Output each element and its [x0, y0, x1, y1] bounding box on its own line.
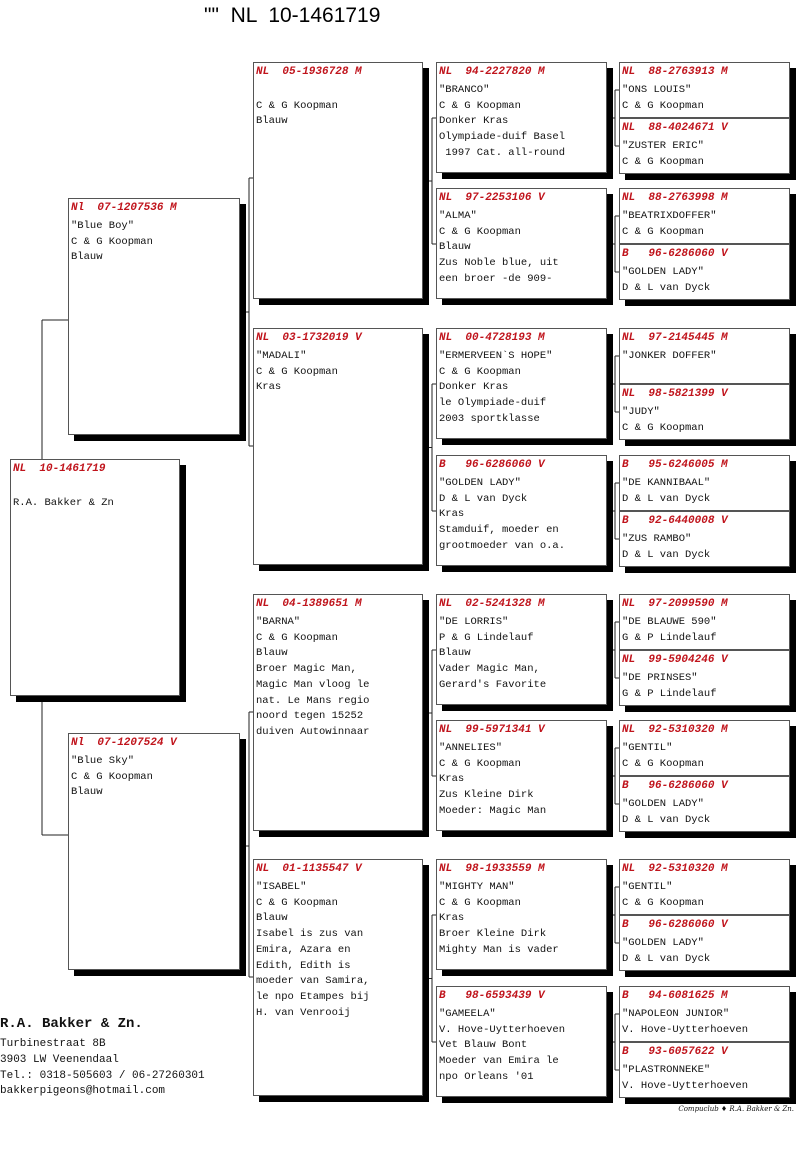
bird-detail: Blauw — [256, 115, 288, 128]
bird-name: "ONS LOUIS" — [622, 84, 692, 96]
bird-detail: Blauw — [71, 786, 103, 799]
bird-name: "MADALI" — [256, 350, 307, 362]
ring-number: B 96-6286060 V — [439, 459, 545, 471]
bird-detail: C & G Koopman — [256, 631, 338, 644]
bird-detail: Mighty Man is vader — [439, 943, 559, 956]
bird-detail: Blauw — [256, 647, 288, 660]
ring-number: NL 98-5821399 V — [622, 388, 728, 400]
bird-detail: Kras — [439, 912, 465, 925]
ring-number: NL 88-2763913 M — [622, 66, 728, 78]
ring-number: NL 97-2253106 V — [439, 192, 545, 204]
bird-detail: moeder van Samira, — [256, 975, 370, 988]
bird-name: "NAPOLEON JUNIOR" — [622, 1008, 730, 1020]
bird-detail: 1997 Cat. all-round — [439, 146, 566, 159]
bird-detail: Gerard's Favorite — [439, 678, 547, 691]
great-great-grandparent-card[interactable] — [619, 384, 790, 440]
mother-card[interactable] — [68, 733, 240, 970]
bird-detail: Moeder van Emira le — [439, 1055, 559, 1068]
great-great-grandparent-card[interactable] — [619, 986, 790, 1042]
bird-detail: le npo Etampes bij — [256, 990, 370, 1003]
great-grandparent-card[interactable] — [436, 720, 607, 831]
great-great-grandparent-card[interactable] — [619, 776, 790, 832]
ring-number: NL 92-5310320 M — [622, 863, 728, 875]
bird-detail: Moeder: Magic Man — [439, 804, 547, 817]
bird-detail: le Olympiade-duif — [439, 397, 547, 410]
bird-detail: D & L van Dyck — [622, 492, 711, 505]
bird-name: "ERMERVEEN`S HOPE" — [439, 350, 553, 362]
bird-name: "MIGHTY MAN" — [439, 881, 515, 893]
bird-detail: Magic Man vloog le — [256, 678, 370, 691]
grandparent-card[interactable] — [253, 328, 423, 565]
bird-name: "ALMA" — [439, 210, 477, 222]
bird-detail: G & P Lindelauf — [622, 687, 717, 700]
great-great-grandparent-card[interactable] — [619, 1042, 790, 1098]
great-great-grandparent-card[interactable] — [619, 859, 790, 915]
ring-number: B 95-6246005 M — [622, 459, 728, 471]
ring-number: NL 99-5971341 V — [439, 724, 545, 736]
ring-number: NL 02-5241328 M — [439, 598, 545, 610]
bird-detail: nat. Le Mans regio — [256, 694, 370, 707]
owner-street: Turbinestraat 8B — [0, 1038, 106, 1050]
great-great-grandparent-card[interactable] — [619, 511, 790, 567]
great-grandparent-card[interactable] — [436, 594, 607, 705]
bird-detail: V. Hove-Uytterhoeven — [439, 1023, 566, 1036]
great-great-grandparent-card[interactable] — [619, 188, 790, 244]
bird-name: "ZUS RAMBO" — [622, 533, 692, 545]
bird-detail: noord tegen 15252 — [256, 710, 364, 723]
bird-name: "DE LORRIS" — [439, 616, 509, 628]
bird-name: "Blue Sky" — [71, 755, 135, 767]
bird-detail: C & G Koopman — [622, 99, 704, 112]
bird-name: "GOLDEN LADY" — [622, 937, 704, 949]
pedigree-title: "" NL 10-1461719 — [204, 4, 381, 27]
ring-number: NL 98-1933559 M — [439, 863, 545, 875]
bird-detail: R.A. Bakker & Zn — [13, 496, 114, 509]
bird-name: "GENTIL" — [622, 881, 673, 893]
ring-number: B 93-6057622 V — [622, 1046, 728, 1058]
great-grandparent-card[interactable] — [436, 859, 607, 970]
ring-number: B 92-6440008 V — [622, 515, 728, 527]
great-grandparent-card[interactable] — [436, 188, 607, 299]
great-great-grandparent-card[interactable] — [619, 62, 790, 118]
bird-name: "GOLDEN LADY" — [439, 477, 521, 489]
bird-name: "ANNELIES" — [439, 742, 503, 754]
bird-detail: D & L van Dyck — [622, 548, 711, 561]
bird-detail: Vet Blauw Bont — [439, 1039, 528, 1052]
bird-name: "DE BLAUWE 590" — [622, 616, 717, 628]
great-great-grandparent-card[interactable] — [619, 720, 790, 776]
bird-detail: Vader Magic Man, — [439, 663, 540, 676]
bird-name: "Blue Boy" — [71, 220, 135, 232]
father-card[interactable] — [68, 198, 240, 435]
great-great-grandparent-card[interactable] — [619, 244, 790, 300]
great-great-grandparent-card[interactable] — [619, 650, 790, 706]
bird-detail: D & L van Dyck — [622, 813, 711, 826]
bird-name — [13, 480, 177, 496]
great-great-grandparent-card[interactable] — [619, 328, 790, 384]
bird-detail: Zus Kleine Dirk — [439, 789, 534, 802]
bird-detail: Blauw — [439, 241, 471, 254]
great-great-grandparent-card[interactable] — [619, 118, 790, 174]
bird-detail: Isabel is zus van — [256, 928, 364, 941]
bird-detail: Blauw — [256, 912, 288, 925]
ring-number: NL 99-5904246 V — [622, 654, 728, 666]
bird-detail: Blauw — [439, 647, 471, 660]
bird-detail: Kras — [439, 773, 465, 786]
great-great-grandparent-card[interactable] — [619, 455, 790, 511]
grandparent-card[interactable] — [253, 594, 423, 831]
bird-detail: C & G Koopman — [256, 99, 338, 112]
bird-name: "GAMEELA" — [439, 1008, 496, 1020]
bird-detail: 2003 sportklasse — [439, 412, 540, 425]
bird-name: "BEATRIXDOFFER" — [622, 210, 717, 222]
bird-detail: G & P Lindelauf — [622, 631, 717, 644]
bird-detail: C & G Koopman — [439, 365, 521, 378]
bird-detail: C & G Koopman — [71, 235, 153, 248]
bird-detail: Kras — [256, 381, 282, 394]
bird-name: "JUDY" — [622, 406, 660, 418]
bird-detail: een broer -de 909- — [439, 272, 553, 285]
bird-detail: Broer Magic Man, — [256, 663, 357, 676]
grandparent-card[interactable] — [253, 859, 423, 1096]
bird-detail: C & G Koopman — [439, 896, 521, 909]
bird-detail: Blauw — [71, 251, 103, 264]
bird-name: "BARNA" — [256, 616, 301, 628]
ring-number: NL 97-2099590 M — [622, 598, 728, 610]
bird-detail: C & G Koopman — [622, 225, 704, 238]
owner-info — [0, 1014, 205, 1100]
ring-number: B 96-6286060 V — [622, 248, 728, 260]
owner-email[interactable]: bakkerpigeons@hotmail.com — [0, 1085, 166, 1098]
great-great-grandparent-card[interactable] — [619, 915, 790, 971]
great-great-grandparent-card[interactable] — [619, 594, 790, 650]
ring-number: NL 97-2145445 M — [622, 332, 728, 344]
ring-number: B 94-6081625 M — [622, 990, 728, 1002]
grandparent-card[interactable] — [253, 62, 423, 299]
bird-detail: grootmoeder van o.a. — [439, 539, 566, 552]
bird-detail: C & G Koopman — [622, 757, 704, 770]
bird-detail: Donker Kras — [439, 115, 509, 128]
great-grandparent-card[interactable] — [436, 328, 607, 439]
bird-name: "DE KANNIBAAL" — [622, 477, 711, 489]
bird-detail: Broer Kleine Dirk — [439, 928, 547, 941]
ring-number: B 96-6286060 V — [622, 780, 728, 792]
bird-detail: Edith, Edith is — [256, 959, 351, 972]
bird-name: "GOLDEN LADY" — [622, 798, 704, 810]
great-grandparent-card[interactable] — [436, 455, 607, 566]
bird-detail: C & G Koopman — [71, 770, 153, 783]
bird-detail: C & G Koopman — [622, 155, 704, 168]
bird-name: "GOLDEN LADY" — [622, 266, 704, 278]
bird-detail: C & G Koopman — [256, 365, 338, 378]
bird-detail: P & G Lindelauf — [439, 631, 534, 644]
bird-detail: Stamduif, moeder en — [439, 524, 559, 537]
bird-detail: D & L van Dyck — [439, 492, 528, 505]
bird-detail: Kras — [439, 508, 465, 521]
bird-name: "ZUSTER ERIC" — [622, 140, 704, 152]
ring-number: Nl 07-1207536 M — [71, 202, 177, 214]
bird-detail: C & G Koopman — [439, 225, 521, 238]
bird-detail: V. Hove-Uytterhoeven — [622, 1023, 749, 1036]
ring-number: B 98-6593439 V — [439, 990, 545, 1002]
bird-detail: Emira, Azara en — [256, 943, 351, 956]
owner-city: 3903 LW Veenendaal — [0, 1053, 119, 1066]
ring-number: NL 03-1732019 V — [256, 332, 362, 344]
bird-name: "PLASTRONNEKE" — [622, 1064, 711, 1076]
bird-name: "JONKER DOFFER" — [622, 350, 717, 362]
ring-number: NL 88-4024671 V — [622, 122, 728, 134]
bird-detail: Donker Kras — [439, 381, 509, 394]
footer-credit: Compuclub ♦ R.A. Bakker & Zn. — [678, 1105, 794, 1113]
bird-detail: C & G Koopman — [622, 896, 704, 909]
bird-detail: duiven Autowinnaar — [256, 725, 370, 738]
ring-number: NL 10-1461719 — [13, 463, 106, 475]
bird-detail: H. van Venrooij — [256, 1006, 351, 1019]
ring-number: NL 94-2227820 M — [439, 66, 545, 78]
bird-detail: Zus Noble blue, uit — [439, 257, 559, 270]
bird-detail: C & G Koopman — [439, 757, 521, 770]
great-grandparent-card[interactable] — [436, 62, 607, 173]
bird-name: "GENTIL" — [622, 742, 673, 754]
bird-name: "ISABEL" — [256, 881, 307, 893]
bird-name: "BRANCO" — [439, 84, 490, 96]
ring-number: NL 04-1389651 M — [256, 598, 362, 610]
bird-detail: C & G Koopman — [439, 99, 521, 112]
ring-number: NL 05-1936728 M — [256, 66, 362, 78]
bird-detail: Olympiade-duif Basel — [439, 131, 566, 144]
bird-name: "DE PRINSES" — [622, 672, 698, 684]
ring-number: NL 01-1135547 V — [256, 863, 362, 875]
bird-detail: npo Orleans '01 — [439, 1070, 534, 1083]
bird-detail: C & G Koopman — [256, 896, 338, 909]
ring-number: NL 00-4728193 M — [439, 332, 545, 344]
owner-name: R.A. Bakker & Zn. — [0, 1016, 143, 1032]
bird-detail: C & G Koopman — [622, 421, 704, 434]
bird-detail: D & L van Dyck — [622, 281, 711, 294]
ring-number: Nl 07-1207524 V — [71, 737, 177, 749]
subject-card[interactable] — [10, 459, 180, 696]
great-grandparent-card[interactable] — [436, 986, 607, 1097]
bird-name — [256, 83, 420, 99]
ring-number: NL 88-2763998 M — [622, 192, 728, 204]
bird-detail: D & L van Dyck — [622, 952, 711, 965]
owner-phone: Tel.: 0318-505603 / 06-27260301 — [0, 1069, 205, 1082]
bird-detail: V. Hove-Uytterhoeven — [622, 1079, 749, 1092]
ring-number: B 96-6286060 V — [622, 919, 728, 931]
ring-number: NL 92-5310320 M — [622, 724, 728, 736]
